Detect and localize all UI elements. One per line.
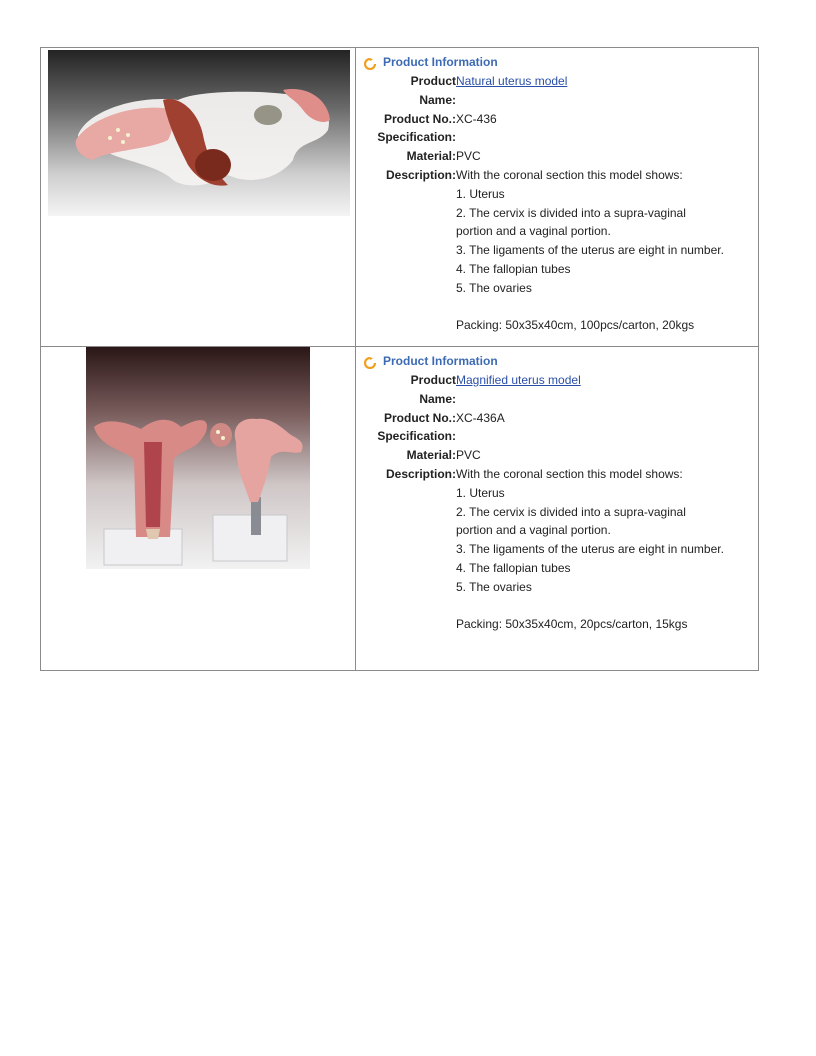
description-line: 3. The ligaments of the uterus are eight in number. bbox=[456, 243, 724, 258]
uterus-model-photo bbox=[86, 347, 310, 569]
description-line: 3. The ligaments of the uterus are eight in number. bbox=[456, 542, 724, 557]
product-no-label: Product No.: bbox=[384, 410, 456, 425]
description-value bbox=[456, 166, 758, 335]
description-line: 1. Uterus bbox=[456, 186, 505, 201]
product-name-link[interactable]: Natural uterus model bbox=[456, 74, 568, 88]
product-image-cell bbox=[41, 48, 356, 347]
product-name-row bbox=[361, 371, 758, 409]
description-label: Description: bbox=[385, 466, 456, 481]
packing-line: Packing: 50x35x40cm, 100pcs/carton, 20kgs bbox=[456, 318, 695, 333]
orange-circular-arrow-icon bbox=[364, 356, 376, 368]
material-row bbox=[361, 147, 758, 166]
packing-line: Packing: 50x35x40cm, 20pcs/carton, 15kgs bbox=[456, 617, 688, 632]
product-name-link[interactable]: Magnified uterus model bbox=[456, 373, 581, 387]
product-info-cell bbox=[356, 347, 759, 671]
description-intro: With the coronal section this model shows: bbox=[456, 466, 683, 481]
description-line: 1. Uterus bbox=[456, 485, 505, 500]
specification-label: Specification: bbox=[377, 429, 456, 444]
product-info-cell bbox=[356, 48, 759, 347]
description-line: 2. The cervix is divided into a supra-vaginal bbox=[456, 504, 686, 519]
description-line: 2. The cervix is divided into a supra-vaginal bbox=[456, 205, 686, 220]
product-row bbox=[41, 347, 759, 671]
product-catalog-table bbox=[40, 47, 759, 671]
description-label: Description: bbox=[385, 167, 456, 182]
product-no-value: XC-436 bbox=[456, 111, 497, 126]
product-no-row bbox=[361, 110, 758, 129]
product-name-label: Product Name: bbox=[410, 373, 456, 406]
material-label: Material: bbox=[406, 149, 456, 164]
description-value bbox=[456, 465, 758, 634]
description-intro: With the coronal section this model shows: bbox=[456, 167, 683, 182]
material-label: Material: bbox=[406, 448, 456, 463]
description-line: 4. The fallopian tubes bbox=[456, 560, 571, 575]
description-line bbox=[456, 597, 758, 616]
description-line: portion and a vaginal portion. bbox=[456, 224, 611, 239]
product-no-row bbox=[361, 409, 758, 428]
description-row bbox=[361, 166, 758, 335]
description-line bbox=[456, 298, 758, 317]
product-name-row bbox=[361, 72, 758, 110]
product-row bbox=[41, 48, 759, 347]
specification-row bbox=[361, 427, 758, 446]
product-name-label: Product Name: bbox=[410, 74, 456, 107]
material-row bbox=[361, 446, 758, 465]
description-row bbox=[361, 465, 758, 634]
product-no-value: XC-436A bbox=[456, 410, 505, 425]
section-title: Product Information bbox=[383, 354, 498, 369]
description-line: portion and a vaginal portion. bbox=[456, 523, 611, 538]
product-info bbox=[356, 48, 758, 335]
orange-circular-arrow-icon bbox=[364, 57, 376, 69]
specification-row bbox=[361, 128, 758, 147]
material-value: PVC bbox=[456, 149, 481, 164]
description-line: 4. The fallopian tubes bbox=[456, 261, 571, 276]
product-image-cell bbox=[41, 347, 356, 671]
product-info-header bbox=[361, 53, 758, 72]
product-info-header bbox=[361, 352, 758, 371]
uterus-model-photo bbox=[48, 50, 350, 216]
description-line: 5. The ovaries bbox=[456, 579, 532, 594]
description-line: 5. The ovaries bbox=[456, 280, 532, 295]
material-value: PVC bbox=[456, 448, 481, 463]
section-title: Product Information bbox=[383, 55, 498, 70]
product-info bbox=[356, 347, 758, 634]
product-no-label: Product No.: bbox=[384, 111, 456, 126]
specification-label: Specification: bbox=[377, 130, 456, 145]
